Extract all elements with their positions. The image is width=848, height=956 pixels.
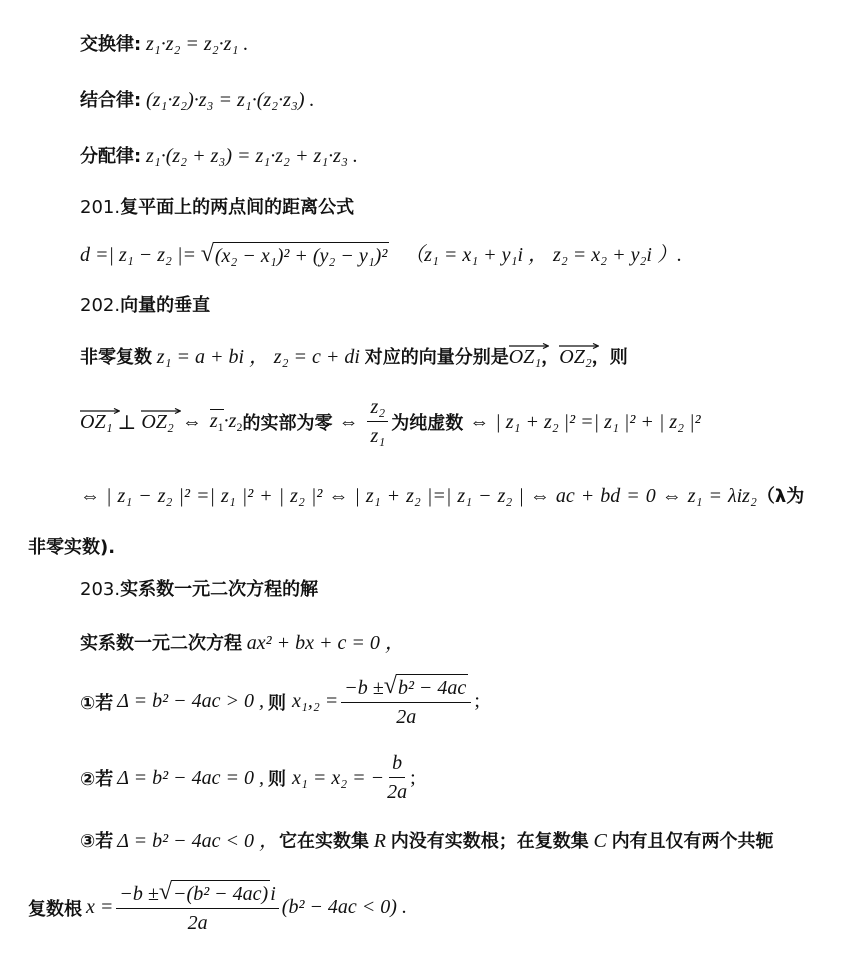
case-3-continuation [28,880,848,935]
z2-definition: z₂ = c + di [273,346,360,368]
then-text: ，则 [591,347,628,368]
fraction-numerator [116,880,278,909]
case-2-marker: ②若 [80,769,114,790]
section-201-heading [80,193,848,219]
z1-conjugate: $z_1$ [209,410,224,434]
distance-lhs: d =| z₁ − z₂ |= [80,244,196,266]
numerator-left: −b ± [119,883,159,905]
vector-arrow-icon [559,343,599,349]
section-title: 向量的垂直 [120,295,211,316]
set-r: R [373,830,386,852]
distributive-label: 分配律 [80,146,134,167]
lambda-note: （λ为 [756,486,805,507]
modulus-identity: | z₁ + z₂ |² =| z₁ |² + | z₂ |² [495,410,701,433]
conjugate-root-text: 内有且仅有两个共轭 [611,831,774,852]
fraction-numerator [341,674,471,703]
associative-formula: (z₁·z₂)·z₃ = z₁·(z₂·z₃) . [145,89,315,111]
complex-root-text: 复数根 [28,898,82,920]
set-c: C [593,830,607,852]
complex-radicand: −(b² − 4ac) [171,880,270,906]
vector-oz2 [141,411,174,434]
commutative-law-line [80,30,848,56]
case-1-line [80,674,848,729]
conjugate-product: $z_1\cdot z_2$ [209,410,243,434]
associative-label: 结合律 [80,90,134,111]
iff-symbol: ⇔ [469,410,490,433]
radical-sign-icon: √ [200,241,214,267]
case-1-condition: Δ = b² − 4ac > 0 , [117,690,264,712]
iff-symbol: ⇔ [181,410,202,433]
semicolon: ; [410,766,416,789]
colon: : [134,146,142,167]
case-3-line [80,824,848,853]
numerator-left: −b ± [344,677,384,699]
section-number: 203. [80,579,121,600]
distributive-law-line [80,142,848,168]
section-202-heading [80,291,848,317]
quadratic-intro-line [80,626,848,655]
z2-over-z1-fraction [367,396,388,448]
vector-oz1-label: OZ₁ [80,410,113,433]
real-part-zero-text: 的实部为零 [242,413,333,434]
case-1-fraction [341,674,471,729]
case-3-condition: (b² − 4ac < 0) . [281,896,407,918]
section-title: 实系数一元二次方程的解 [120,579,319,600]
vector-oz2-label: OZ₂ [559,346,592,368]
case-2-lhs: x₁ = x₂ = − [292,766,385,789]
vector-definition-line [80,340,848,369]
fraction-denominator: 2a [396,706,417,728]
distance-condition: （z₁ = x₁ + y₁i ， z₂ = x₂ + y₂i ）. [404,244,682,266]
radical-sign-icon: √ [158,879,173,905]
discriminant-sqrt [384,674,469,700]
vector-arrow-icon [509,343,549,349]
case-3-marker: ③若 [80,831,114,852]
vector-oz1 [509,346,542,369]
fraction-denominator: 2a [187,912,208,934]
distance-formula-line [80,238,848,268]
equivalence-chain-continuation [28,533,848,559]
z1-definition: z₁ = a + bi ， [156,346,270,368]
section-203-heading [80,575,848,601]
discriminant-radicand: b² − 4ac [396,674,468,700]
nonzero-real-text: 非零实数). [28,537,116,558]
commutative-formula: z₁·z₂ = z₂·z₁ . [145,33,249,55]
case-3-lhs: x = [86,896,114,918]
nonzero-complex-text: 非零复数 [80,347,152,368]
vector-oz2-label: OZ₂ [141,410,174,433]
equivalence-expression: ⇔ | z₁ − z₂ |² =| z₁ |² + | z₂ |² ⇔ | z₁ + z₂ |=| z₁ − z₂ | ⇔ ac + bd = 0 ⇔ z₁ = λiz₂ [80,485,757,507]
no-real-root-text: 内没有实数根；在复数集 [390,831,589,852]
iff-symbol: ⇔ [338,410,359,433]
section-number: 202. [80,295,121,316]
perpendicular-chain-line [80,396,848,448]
case-1-lhs: x₁,₂ = [292,690,339,712]
case-1-marker: ①若 [80,692,114,714]
case-2-line [80,752,848,804]
case-3-condition: Δ = b² − 4ac < 0 ， [117,830,279,852]
associative-law-line [80,86,848,112]
fraction-denominator: z₁ [370,425,386,447]
perpendicular-symbol: ⊥ [117,411,137,434]
real-set-text: 它在实数集 [279,831,369,852]
case-3-fraction [116,880,278,935]
semicolon: ; [474,690,480,712]
pure-imaginary-text: 为纯虚数 [391,413,464,434]
case-2-condition: Δ = b² − 4ac = 0 , [117,766,264,789]
then-text: 则 [268,769,286,790]
vector-arrow-icon [141,408,181,414]
vector-oz2 [559,346,592,369]
equivalence-chain-line [80,482,848,508]
colon: : [134,34,142,55]
vector-oz1-label: OZ₁ [508,346,542,368]
distance-radicand: (x₂ − x₁)² + (y₂ − y₁)² [213,242,389,268]
case-2-fraction [387,752,407,804]
corresponding-vectors-text: 对应的向量分别是 [364,347,509,368]
quadratic-equation: ax² + bx + c = 0 ， [246,632,405,654]
distance-sqrt [201,242,390,268]
imaginary-unit: i [270,883,276,905]
commutative-label: 交换律 [80,34,134,55]
colon: : [134,90,142,111]
complex-sqrt [159,880,270,906]
separator: ， [541,347,560,368]
fraction-numerator: z₂ [367,396,388,422]
vector-arrow-icon [80,408,120,414]
section-title: 复平面上的两点间的距离公式 [120,197,355,218]
radical-sign-icon: √ [383,673,397,699]
then-text: 则 [268,692,286,714]
distributive-formula: z₁·(z₂ + z₃) = z₁·z₂ + z₁·z₃ . [145,145,358,167]
section-number: 201. [80,197,121,218]
fraction-denominator: 2a [387,781,408,803]
quadratic-intro-text: 实系数一元二次方程 [80,633,242,654]
fraction-numerator: b [389,752,405,778]
vector-oz1 [80,411,113,434]
